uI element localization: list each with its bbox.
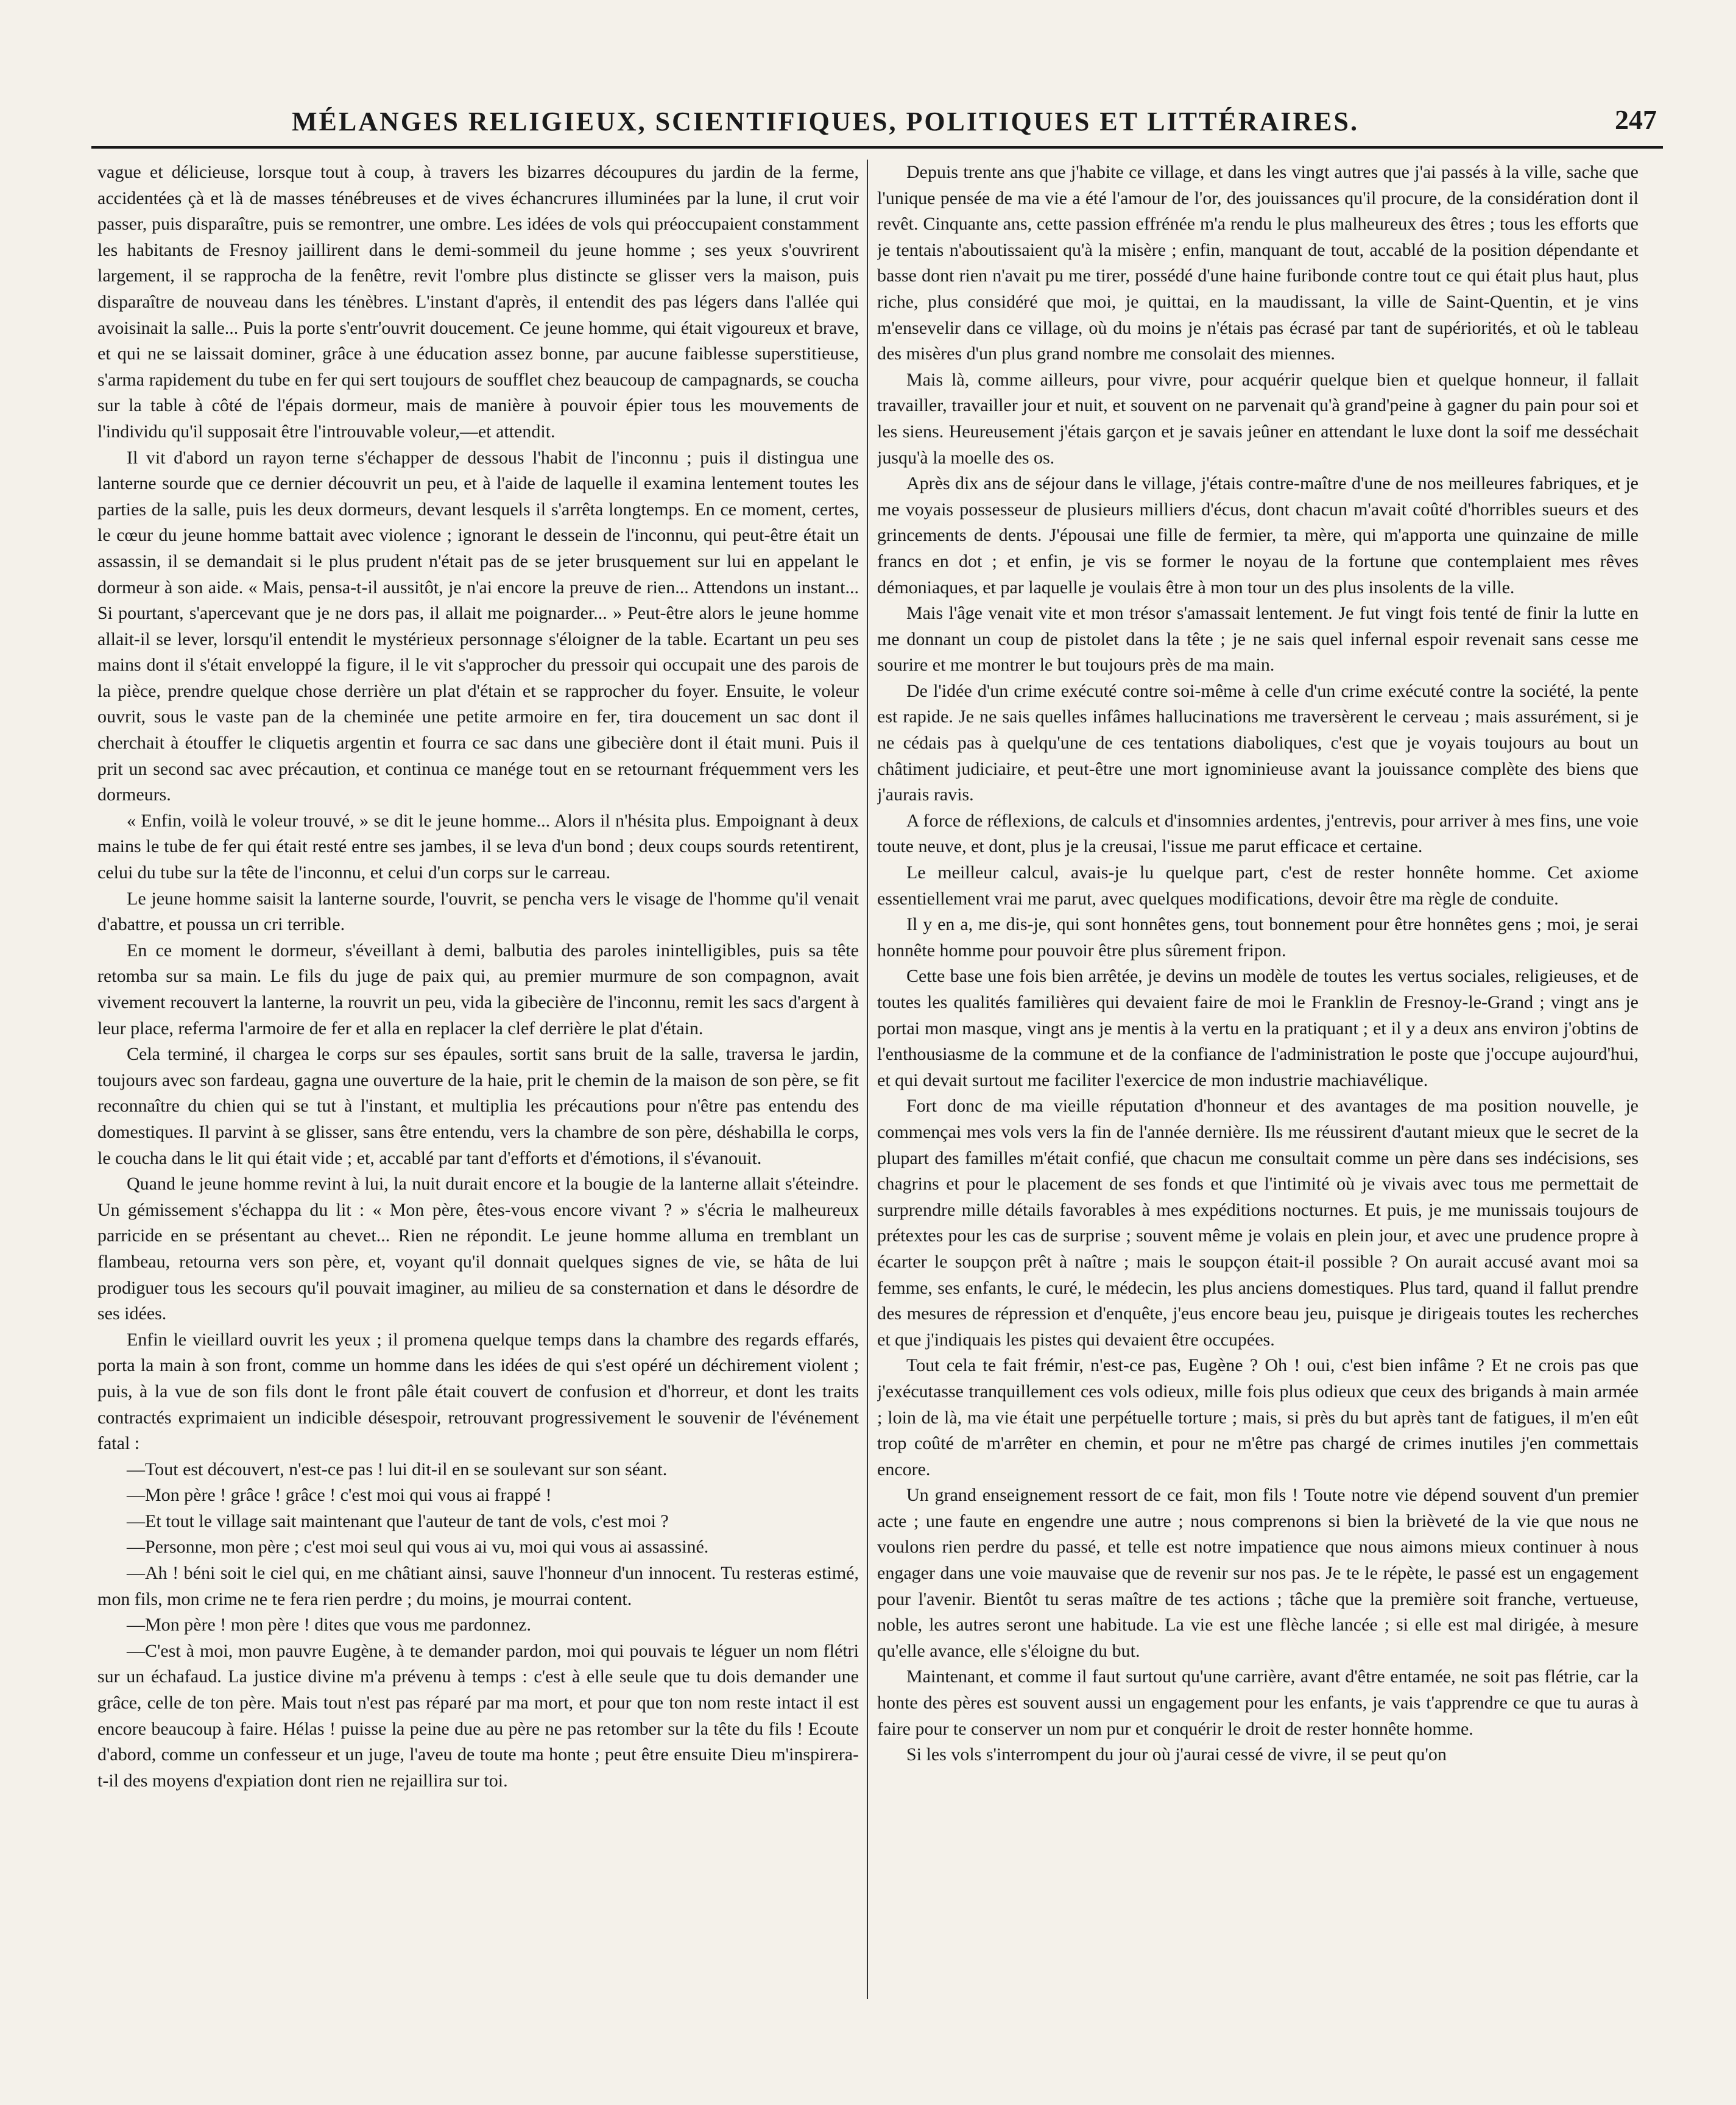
page-header	[91, 97, 1663, 149]
running-title: MÉLANGES RELIGIEUX, SCIENTIFIQUES, POLITIQUES ET LITTÉRAIRES.	[292, 107, 1359, 136]
dialogue-line: —Mon père ! mon père ! dites que vous me pardonnez.	[127, 1615, 531, 1635]
dialogue-line: —Et tout le village sait maintenant que l'auteur de tant de vols, c'est moi ?	[127, 1511, 669, 1531]
column-divider	[867, 160, 868, 1999]
dialogue-line: —C'est à moi, mon pauvre Eugène, à te demander pardon, moi qui pouvais te léguer un nom flétri sur un échafaud. La justice divine m'a prévenu à temps : c'est à elle seule que tu dois demander une grâce, celle de ton père. Mais tout n'est pas réparé par ma mort, et pour que ton nom reste intact il est encore beaucoup à faire. Hélas ! puisse la peine due au père ne pas retomber sur la tête du fils ! Ecoute d'abord, comme un confesseur et un juge, l'aveu de toute ma honte ; peut être ensuite Dieu m'inspirera-t-il des moyens d'expiation dont rien ne rejaillira sur toi.	[97, 1640, 859, 1791]
page-number: 247	[1615, 104, 1657, 135]
paragraph: Un grand enseignement ressort de ce fait, mon fils ! Toute notre vie dépend souvent d'un premier acte ; une faute en engendre une autre ; nous comprenons si bien la brièveté de la vie que nous ne voulons rien perdre du passé, et telle est notre impatience que nous aimons mieux continuer à nous engager dans une voie mauvaise que de revenir sur nos pas. Je te le répète, le passé est un engagement pour l'avenir. Bientôt tu seras maître de tes actions ; tâche que la première soit franche, vertueuse, noble, les autres seront une habitude. La vie est une flèche lancée ; si elle est mal dirigée, à mesure qu'elle avance, elle s'éloigne du but.	[877, 1485, 1639, 1661]
paragraph: Cette base une fois bien arrêtée, je devins un modèle de toutes les vertus sociales, religieuses, et de toutes les qualités familières qui devaient faire de moi le Franklin de Fresnoy-le-Grand ; vingt ans je portai mon masque, vingt ans je mentis à la vertu en la pratiquant ; et il y a deux ans environ j'obtins de l'enthousiasme de la commune et de la confiance de l'administration le poste que j'occupe aujourd'hui, et qui devait surtout me faciliter l'exercice de mon industrie machiavélique.	[877, 966, 1639, 1090]
dialogue-line: —Ah ! béni soit le ciel qui, en me châtiant ainsi, sauve l'honneur d'un innocent. Tu resteras estimé, mon fils, mon crime ne te fera rien perdre ; du moins, je mourrai content.	[97, 1563, 859, 1609]
paragraph: Mais l'âge venait vite et mon trésor s'amassait lentement. Je fut vingt fois tenté de finir la lutte en me donnant un coup de pistolet dans la tête ; je ne sais quel infernal espoir revenait sans cesse me sourire et me montrer le but toujours près de ma main.	[877, 603, 1639, 675]
paragraph: Il y en a, me dis-je, qui sont honnêtes gens, tout bonnement pour être honnêtes gens ; moi, je serai honnête homme pour pouvoir être plus sûrement fripon.	[877, 914, 1639, 961]
paragraph: « Enfin, voilà le voleur trouvé, » se dit le jeune homme... Alors il n'hésita plus. Empoignant à deux mains le tube de fer qui était resté entre ses jambes, il se leva d'un bond ; deux coups sourds retentirent, celui du tube sur la tête de l'inconnu, et celui d'un corps sur le carreau.	[97, 810, 859, 883]
paragraph: Quand le jeune homme revint à lui, la nuit durait encore et la bougie de la lanterne allait s'éteindre. Un gémissement s'échappa du lit : « Mon père, êtes-vous encore vivant ? » s'écria le malheureux parricide en se présentant au chevet... Rien ne répondit. Le jeune homme alluma en tremblant un flambeau, retourna vers son père, et, voyant qu'il donnait quelques signes de vie, se hâta de lui prodiguer tous les secours qu'il pouvait imaginer, au milieu de sa consternation et dans le désordre de ses idées.	[97, 1174, 859, 1324]
paragraph: A force de réflexions, de calculs et d'insomnies ardentes, j'entrevis, pour arriver à mes fins, une voie toute neuve, et dont, plus je la creusai, l'issue me parut efficace et certaine.	[877, 810, 1639, 857]
paragraph: Maintenant, et comme il faut surtout qu'une carrière, avant d'être entamée, ne soit pas flétrie, car la honte des pères est souvent aussi un engagement pour les enfants, je vais t'apprendre ce que tu auras à faire pour te conserver un nom pur et conquérir le droit de rester honnête homme.	[877, 1666, 1639, 1739]
paragraph: Fort donc de ma vieille réputation d'honneur et des avantages de ma position nouvelle, je commençai mes vols vers la fin de l'année dernière. Ils me réussirent d'autant mieux que le secret de la plupart des familles m'était confié, que chacun me consultait comme un père dans ses indécisions, ses chagrins et pour le placement de ses fonds et que l'intimité où je vivais avec tous me permettait de surprendre mille détails favorables à mes expéditions nocturnes. Et puis, je me munissais toujours de prétextes pour les cas de surprise ; souvent même je volais en plein jour, et avec une prudence propre à écarter le soupçon prêt à naître ; mais le soupçon était-il possible ? On aurait accusé avant moi sa femme, ses enfants, le curé, le médecin, les plus anciens domestiques. Plus tard, quand il fallut prendre des mesures de répression et d'enquête, j'eus encore beau jeu, puisque je dirigeais toutes les recherches et que j'indiquais les pistes qui devaient être occupées.	[877, 1096, 1639, 1350]
paragraph: Mais là, comme ailleurs, pour vivre, pour acquérir quelque bien et quelque honneur, il fallait travailler, travailler jour et nuit, et souvent on ne parvenait qu'à grand'peine à gagner du pain pour soi et les siens. Heureusement j'étais garçon et je savais jeûner en attendant le luxe dont la soif me desséchait jusqu'à la moelle des os.	[877, 369, 1639, 468]
dialogue-line: —Mon père ! grâce ! grâce ! c'est moi qui vous ai frappé !	[127, 1485, 552, 1506]
dialogue-line: —Personne, mon père ; c'est moi seul qui vous ai vu, moi qui vous ai assassiné.	[127, 1537, 709, 1557]
paragraph: En ce moment le dormeur, s'éveillant à demi, balbutia des paroles inintelligibles, puis sa tête retomba sur sa main. Le fils du juge de paix qui, au premier murmure de son compagnon, avait vivement recouvert la lanterne, la rouvrit un peu, vida la gibecière de l'inconnu, remit les sacs d'argent à leur place, referma l'armoire de fer et alla en replacer la clef derrière le plat d'étain.	[97, 940, 859, 1038]
paragraph: Enfin le vieillard ouvrit les yeux ; il promena quelque temps dans la chambre des regards effarés, porta la main à son front, comme un homme dans les idées de qui s'est opéré un déchirement violent ; puis, à la vue de son fils dont le front pâle était couvert de confusion et d'horreur, et dont les traits contractés exprimaient un indicible désespoir, retrouvant progressivement le souvenir de l'événement fatal :	[97, 1329, 859, 1454]
paragraph: Tout cela te fait frémir, n'est-ce pas, Eugène ? Oh ! oui, c'est bien infâme ? Et ne crois pas que j'exécutasse tranquillement ces vols odieux, mille fois plus odieux que ceux des brigands à main armée ; loin de là, ma vie était une perpétuelle torture ; mais, si près du but après tant de fatigues, il m'en eût trop coûté de m'arrêter en chemin, et pour ne m'être pas chargé de crimes inutiles j'en commettais encore.	[877, 1355, 1639, 1479]
paragraph: Cela terminé, il chargea le corps sur ses épaules, sortit sans bruit de la salle, traversa le jardin, toujours avec son fardeau, gagna une ouverture de la haie, prit le chemin de la maison de son père, se fit reconnaître du chien qui se tut à l'instant, et multiplia les précautions pour n'être pas entendu des domestiques. Il parvint à se glisser, sans être entendu, vers la chambre de son père, déshabilla le corps, le coucha dans le lit qui était vide ; et, accablé par tant d'efforts et d'émotions, il s'évanouit.	[97, 1044, 859, 1168]
paragraph: De l'idée d'un crime exécuté contre soi-même à celle d'un crime exécuté contre la société, la pente est rapide. Je ne sais quelles infâmes hallucinations me traversèrent le cerveau ; mais assurément, si je ne cédais pas à quelqu'une de ces tentations diaboliques, c'est que je voyais toujours au bout un châtiment judiciaire, et peut-être une mort ignominieuse avant la jouissance complète des biens que j'aurais ravis.	[877, 680, 1639, 805]
paragraph: Le meilleur calcul, avais-je lu quelque part, c'est de rester honnête homme. Cet axiome essentiellement vrai me parut, avec quelques modifications, devoir être ma règle de conduite.	[877, 862, 1639, 909]
left-column	[97, 160, 859, 2005]
paragraph: vague et délicieuse, lorsque tout à coup, à travers les bizarres découpures du jardin de la ferme, accidentées çà et là de masses ténébreuses et de vives échancrures illuminées par la lune, il crut voir passer, puis disparaître, puis se remontrer, une ombre. Les idées de vols qui préoccupaient constamment les habitants de Fresnoy jaillirent dans le demi-sommeil du jeune homme ; ses yeux s'ouvrirent largement, il se rapprocha de la fenêtre, revit l'ombre plus distincte se glisser vers la maison, puis disparaître de nouveau dans les ténèbres. L'instant d'après, il entendit des pas légers dans l'allée qui avoisinait la salle... Puis la porte s'entr'ouvrit doucement. Ce jeune homme, qui était vigoureux et brave, et qui ne se laissait dominer, grâce à une éducation assez bonne, par aucune faiblesse superstitieuse, s'arma rapidement du tube en fer qui sert toujours de soufflet chez beaucoup de campagnards, se coucha sur la table à côté de l'épais dormeur, mais de manière à pouvoir épier tous les mouvements de l'individu qu'il supposait être l'introuvable voleur,—et attendit.	[97, 162, 859, 442]
paragraph: Il vit d'abord un rayon terne s'échapper de dessous l'habit de l'inconnu ; puis il distingua une lanterne sourde que ce dernier découvrit un peu, et à l'aide de laquelle il examina lentement toutes les parties de la salle, puis les deux dormeurs, devant lesquels il s'arrêta longtemps. En ce moment, certes, le cœur du jeune homme battait avec violence ; ignorant le dessein de l'inconnu, qui peut-être était un assassin, il se demandait si le plus prudent n'était pas de se jeter brusquement sur lui en appelant le dormeur à son aide. « Mais, pensa-t-il aussitôt, je n'ai encore la preuve de rien... Attendons un instant... Si pourtant, s'apercevant que je ne dors pas, il allait me poignarder... » Peut-être alors le jeune homme allait-il se lever, lorsqu'il entendit le mystérieux personnage s'éloigner de la table. Ecartant un peu ses mains dont il s'était enveloppé la figure, il le vit s'approcher du pressoir qui occupait une des parois de la pièce, prendre quelque chose derrière un plat d'étain et se rapprocher du foyer. Ensuite, le voleur ouvrit, sous le vaste pan de la cheminée une petite armoire en fer, tira doucement un sac dont il cherchait à étouffer le cliquetis argentin et fourra ce sac dans une gibecière dont il était muni. Puis il prit un second sac avec précaution, et continua ce manége tout en se retournant fréquemment vers les dormeurs.	[97, 447, 859, 805]
dialogue-line: —Tout est découvert, n'est-ce pas ! lui dit-il en se soulevant sur son séant.	[127, 1459, 668, 1479]
paragraph: Depuis trente ans que j'habite ce village, et dans les vingt autres que j'ai passés à la ville, sache que l'unique pensée de ma vie a été l'amour de l'or, des jouissances qu'il procure, de la considération dont il revêt. Cinquante ans, cette passion effrénée m'a rendu le plus malheureux des êtres ; tous les efforts que je tentais n'aboutissaient qu'à la misère ; enfin, manquant de tout, accablé de la position dépendante et basse dont rien n'avait pu me tirer, possédé d'une haine furibonde contre tout ce qui était plus haut, plus riche, plus considéré que moi, je quittai, en la maudissant, la ville de Saint-Quentin, et je vins m'ensevelir dans ce village, où du moins je n'étais pas écrasé par tant de supériorités, et où le tableau des misères d'un plus grand nombre me consolait des miennes.	[877, 162, 1639, 364]
paragraph: Après dix ans de séjour dans le village, j'étais contre-maître d'une de nos meilleures fabriques, et je me voyais possesseur de plusieurs milliers d'écus, dont chacun m'avait coûté d'horribles sueurs et des grincements de dents. J'épousai une fille de fermier, ta mère, qui m'apporta une quinzaine de mille francs en dot ; et enfin, je vis se former le noyau de la fortune que contemplaient mes rêves démoniaques, et par laquelle je voulais être à mon tour un des plus insolents de la ville.	[877, 473, 1639, 598]
paragraph: Le jeune homme saisit la lanterne sourde, l'ouvrit, se pencha vers le visage de l'homme qu'il venait d'abattre, et poussa un cri terrible.	[97, 888, 859, 935]
right-column	[877, 160, 1639, 2005]
paragraph: Si les vols s'interrompent du jour où j'aurai cessé de vivre, il se peut qu'on	[906, 1744, 1447, 1765]
